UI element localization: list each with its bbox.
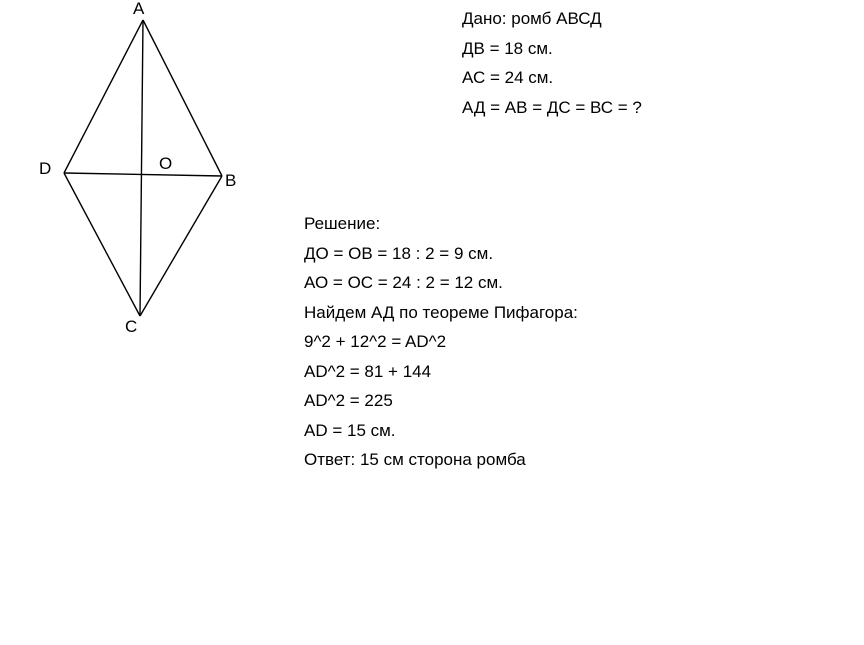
solution-line: AD = 15 см. (304, 420, 396, 440)
given-block (462, 4, 642, 122)
given-question: АД = АВ = ДС = ВС = ? (462, 97, 642, 117)
side-bc (140, 176, 222, 316)
side-cd (64, 173, 140, 316)
solution-title: Решение: (304, 214, 381, 233)
given-title: Дано: ромб АВСД (462, 9, 602, 28)
side-ab (143, 20, 222, 176)
solution-line: AD^2 = 81 + 144 (304, 361, 432, 381)
solution-line: 9^2 + 12^2 = AD^2 (304, 332, 447, 351)
vertex-label-a: A (133, 0, 145, 18)
diagonal-ac (140, 20, 143, 316)
vertex-label-d: D (39, 159, 52, 178)
side-da (64, 20, 143, 173)
solution-line: ДО = ОВ = 18 : 2 = 9 см. (304, 243, 494, 263)
solution-answer: Ответ: 15 см сторона ромба (304, 450, 526, 469)
given-line: ДВ = 18 см. (462, 38, 553, 58)
solution-block (304, 209, 578, 475)
vertex-label-b: B (225, 171, 237, 190)
solution-line: AD^2 = 225 (304, 391, 393, 410)
vertex-label-c: C (125, 317, 138, 336)
center-label-o: O (159, 154, 173, 173)
given-line: АС = 24 см. (462, 68, 554, 87)
solution-line: Найдем АД по теореме Пифагора: (304, 302, 578, 322)
solution-line: АО = ОС = 24 : 2 = 12 см. (304, 273, 503, 292)
diagonal-db (64, 173, 222, 176)
